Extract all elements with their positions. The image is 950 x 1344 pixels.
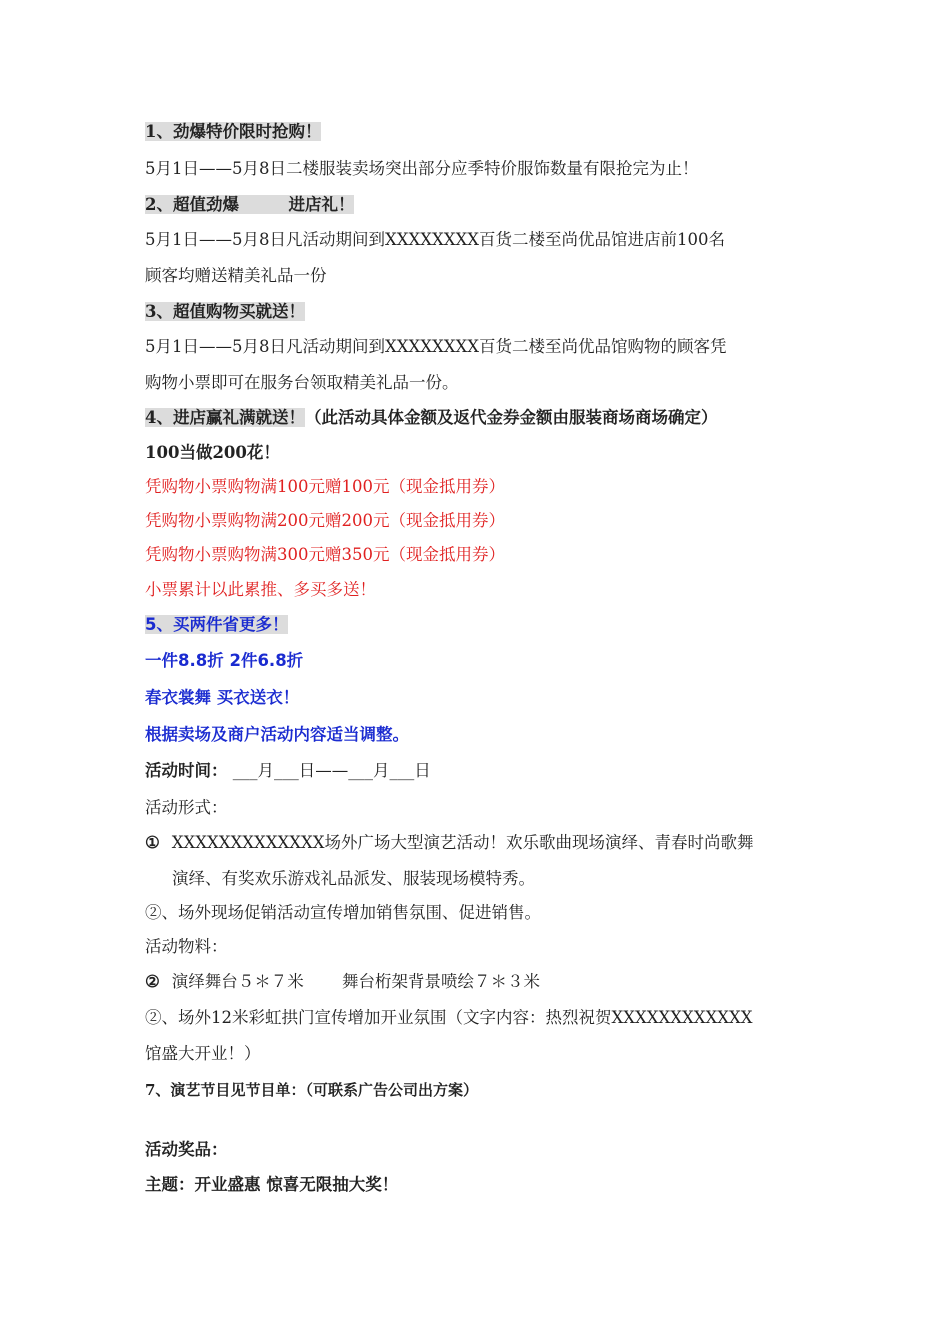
section-5-discount: 一件8.8折 2件6.8折 bbox=[145, 651, 304, 670]
activity-material-item-2-line2: 馆盛大开业！） bbox=[145, 1044, 261, 1063]
section-3-text-line1: 5月1日——5月8日凡活动期间到XXXXXXXX百货二楼至尚优品馆购物的顾客凭 bbox=[145, 337, 727, 356]
activity-time: 活动时间： ___月___日——___月___日 bbox=[145, 761, 431, 780]
section-7-title: 7、演艺节目见节目单：（可联系广告公司出方案） bbox=[145, 1081, 478, 1099]
section-4-rule-3: 凭购物小票购物满300元赠350元（现金抵用券） bbox=[145, 545, 505, 564]
section-4-subtitle: 100当做200花！ bbox=[145, 443, 280, 462]
activity-material-item-2-line1: ②、场外12米彩虹拱门宣传增加开业氛围（文字内容：热烈祝贺XXXXXXXXXXXX bbox=[145, 1008, 753, 1027]
activity-form-item-2: ②、场外现场促销活动宣传增加销售氛围、促进销售。 bbox=[145, 903, 541, 922]
activity-material-item-1: ② 演绎舞台５＊７米 舞台桁架背景喷绘７＊３米 bbox=[145, 972, 541, 991]
section-1-title: 1、劲爆特价限时抢购！ bbox=[145, 122, 322, 141]
activity-form-label: 活动形式： bbox=[145, 798, 228, 817]
activity-time-value: ___月___日——___月___日 bbox=[232, 761, 431, 780]
prize-label: 活动奖品： bbox=[145, 1140, 228, 1159]
section-5-title: 5、买两件省更多！ bbox=[145, 615, 289, 634]
section-4-title: 4、进店赢礼满就送！（此活动具体金额及返代金券金额由服装商场商场确定） bbox=[145, 408, 718, 427]
prize-theme: 主题：开业盛惠 惊喜无限抽大奖！ bbox=[145, 1175, 399, 1194]
section-2-text-line1: 5月1日——5月8日凡活动期间到XXXXXXXX百货二楼至尚优品馆进店前100名 bbox=[145, 230, 725, 249]
activity-form-item-1-line1: ① XXXXXXXXXXXXX场外广场大型演艺活动！欢乐歌曲现场演绎、青春时尚歌舞 bbox=[145, 833, 754, 852]
section-2-title: 2、超值劲爆 进店礼！ bbox=[145, 195, 355, 214]
section-2-text-line2: 顾客均赠送精美礼品一份 bbox=[145, 266, 327, 285]
section-5-slogan: 春衣裳舞 买衣送衣！ bbox=[145, 688, 300, 707]
section-3-text-line2: 购物小票即可在服务台领取精美礼品一份。 bbox=[145, 373, 459, 392]
section-5-adjust-note: 根据卖场及商户活动内容适当调整。 bbox=[145, 725, 409, 744]
section-4-note: （此活动具体金额及返代金券金额由服装商场商场确定） bbox=[304, 408, 718, 427]
activity-form-item-1-line2: 演绎、有奖欢乐游戏礼品派发、服装现场模特秀。 bbox=[172, 869, 535, 888]
section-4-rule-2: 凭购物小票购物满200元赠200元（现金抵用券） bbox=[145, 511, 505, 530]
activity-material-label: 活动物料： bbox=[145, 937, 228, 956]
section-4-rule-4: 小票累计以此累推、多买多送！ bbox=[145, 580, 376, 599]
section-3-title: 3、超值购物买就送！ bbox=[145, 302, 305, 321]
section-4-rule-1: 凭购物小票购物满100元赠100元（现金抵用券） bbox=[145, 477, 505, 496]
section-1-text: 5月1日——5月8日二楼服装卖场突出部分应季特价服饰数量有限抢完为止！ bbox=[145, 159, 699, 178]
